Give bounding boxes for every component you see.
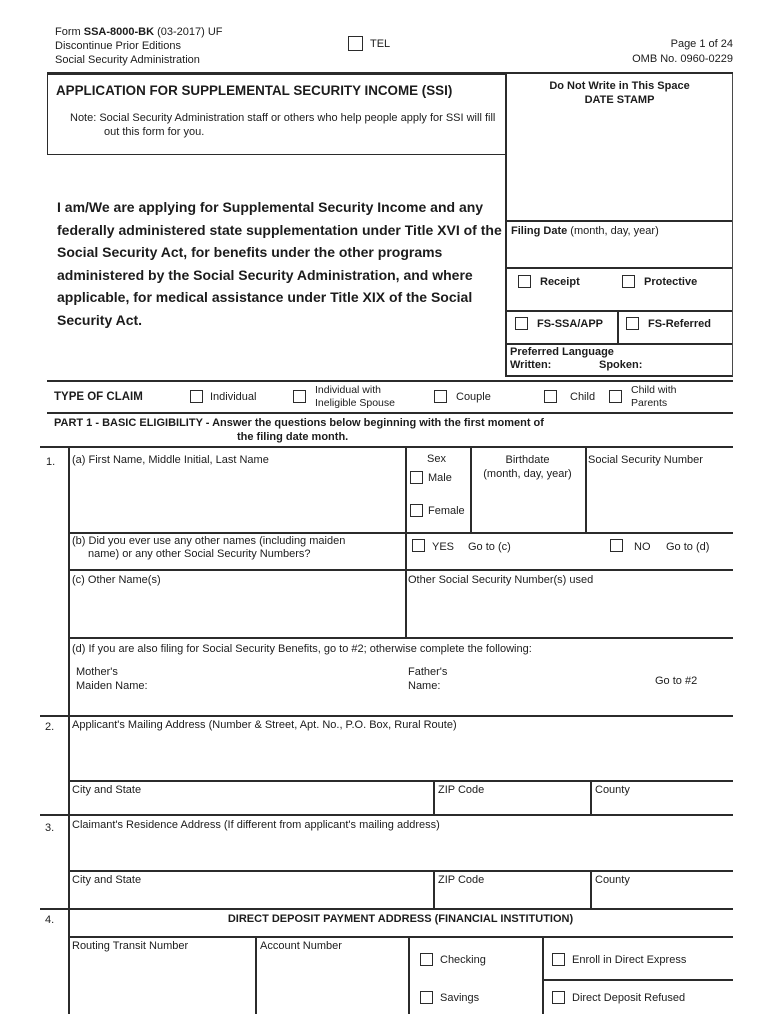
page-info-block [500,37,733,67]
checking-enroll-divider [542,936,544,1014]
q2-label: Applicant's Mailing Address (Number & Street, Apt. No., P.O. Box, Rural Route) [72,719,457,731]
q1b-label: (b) Did you ever use any other names (including maiden name) or any other Social Security Numbers? [72,535,346,560]
q2-top-line [40,715,733,717]
fs-ssa-app-checkbox[interactable] [515,317,528,330]
claim-individual-spouse-label: Individual with Ineligible Spouse [315,384,395,409]
q3-number: 3. [45,822,55,834]
savings-checkbox[interactable] [420,991,433,1004]
tel-checkbox[interactable] [348,36,363,51]
q2-county-label: County [595,784,630,796]
receipt-row-divider [507,267,732,269]
enroll-direct-express-checkbox[interactable] [552,953,565,966]
do-not-write-label: Do Not Write in This Space [549,80,690,92]
q1a-label: (a) First Name, Middle Initial, Last Name [72,454,269,466]
checking-checkbox[interactable] [420,953,433,966]
type-of-claim-row [47,380,733,414]
no-checkbox[interactable] [610,539,623,552]
form-number-line: Form SSA-8000-BK (03-2017) UF [55,26,223,38]
q3-label: Claimant's Residence Address (If different from applicant's mailing address) [72,819,440,831]
q1-number: 1. [46,456,56,468]
account-number-label: Account Number [260,940,342,952]
goto-2-label: Go to #2 [655,675,698,687]
female-checkbox[interactable] [410,504,423,517]
page-number: Page 1 of 24 [670,38,733,50]
account-checking-divider [408,936,410,1014]
q2-county-divider [590,780,592,814]
q1c-right-label: Other Social Security Number(s) used [408,574,594,586]
yes-goto-label: Go to (c) [468,541,511,553]
agency-name: Social Security Administration [55,54,200,66]
q3-city-line [68,870,733,872]
fathers-name-label: Father's Name: [408,666,448,692]
ssn-label: Social Security Number [588,454,703,466]
claim-child-label: Child [570,391,596,403]
omb-number: OMB No. 0960-0229 [632,53,733,65]
q4-number: 4. [45,914,55,926]
spoken-label: Spoken: [599,359,643,371]
title-box [47,74,506,155]
form-id-block [55,25,223,67]
protective-checkbox[interactable] [622,275,635,288]
no-goto-label: Go to (d) [666,541,710,553]
q1-left-cell-divider [405,448,407,637]
q3-county-label: County [595,874,630,886]
fs-referred-label: FS-Referred [648,318,711,330]
yes-label: YES [432,541,455,553]
male-checkbox[interactable] [410,471,423,484]
office-use-box [505,74,733,377]
no-label: NO [634,541,651,553]
q2-zip-divider [433,780,435,814]
fs-row-divider [507,310,732,312]
tel-label: TEL [370,38,391,50]
q3-top-line [40,814,733,816]
direct-deposit-refused-checkbox[interactable] [552,991,565,1004]
q2-number: 2. [45,721,55,733]
q1a-bottom-line [68,532,733,534]
protective-label: Protective [644,276,698,288]
sex-label: Sex [427,453,446,465]
q3-county-divider [590,870,592,908]
savings-label: Savings [440,992,480,1004]
form-number: SSA-8000-BK [83,26,155,38]
claim-child-checkbox[interactable] [544,390,557,403]
fs-ssa-app-label: FS-SSA/APP [537,318,604,330]
birthdate-ssn-divider [585,448,587,532]
q3-zip-divider [433,870,435,908]
male-label: Male [428,472,452,484]
routing-account-divider [255,936,257,1014]
mothers-maiden-name-label: Mother's Maiden Name: [76,666,148,692]
written-label: Written: [510,359,552,371]
q1c-bottom-line [68,637,733,639]
claim-individual-spouse-checkbox[interactable] [293,390,306,403]
q1c-label: (c) Other Name(s) [72,574,161,586]
language-row-divider [507,343,732,345]
q3-city-label: City and State [72,874,142,886]
receipt-label: Receipt [540,276,580,288]
q4-header: DIRECT DEPOSIT PAYMENT ADDRESS (FINANCIAL INSTITUTION) [227,913,574,925]
receipt-checkbox[interactable] [518,275,531,288]
questions-table [40,446,733,1014]
filing-date-label: Filing Date (month, day, year) [511,225,659,237]
q2-zip-label: ZIP Code [438,784,485,796]
claim-couple-label: Couple [456,391,491,403]
claim-individual-label: Individual [210,391,257,403]
enroll-direct-express-label: Enroll in Direct Express [572,954,687,966]
date-stamp-label: DATE STAMP [584,94,655,106]
q4-header-line [68,936,733,938]
claim-child-parents-checkbox[interactable] [609,390,622,403]
yes-checkbox[interactable] [412,539,425,552]
q2-city-label: City and State [72,784,142,796]
fs-referred-checkbox[interactable] [626,317,639,330]
birthdate-label: Birthdate (month, day, year) [483,454,572,480]
enroll-refused-divider [542,979,733,981]
claim-couple-checkbox[interactable] [434,390,447,403]
female-label: Female [428,505,465,517]
type-of-claim-label: TYPE OF CLAIM [54,391,143,403]
fs-column-divider [617,310,619,343]
filing-date-divider [507,220,732,222]
checking-label: Checking [440,954,486,966]
q4-top-line [40,908,733,910]
part1-heading: PART 1 - BASIC ELIGIBILITY - Answer the questions below beginning with the first moment of the filing date month. [54,417,544,443]
q1b-bottom-line [68,569,733,571]
form-note: Note: Social Security Administration staff or others who help people apply for SSI will fill out this form for you. [70,112,496,138]
discontinue-note: Discontinue Prior Editions [55,40,181,52]
applicant-statement: I am/We are applying for Supplemental Security Income and any federally administered state supplementation under Title XVI of the Social Security Act, for benefits under the other programs administered by the Social Security Administration, and where applicable, for medical assistance under Title XIX of the Social Security Act. [57,199,502,328]
q2-city-line [68,780,733,782]
q1d-label: (d) If you are also filing for Social Security Benefits, go to #2; otherwise complete the following: [72,643,532,655]
claim-individual-checkbox[interactable] [190,390,203,403]
q3-zip-label: ZIP Code [438,874,485,886]
claim-child-parents-label: Child with Parents [631,384,677,409]
preferred-language-label: Preferred Language [510,346,614,358]
form-title: APPLICATION FOR SUPPLEMENTAL SECURITY INCOME (SSI) [56,83,453,98]
routing-number-label: Routing Transit Number [72,940,189,952]
direct-deposit-refused-label: Direct Deposit Refused [572,992,686,1004]
